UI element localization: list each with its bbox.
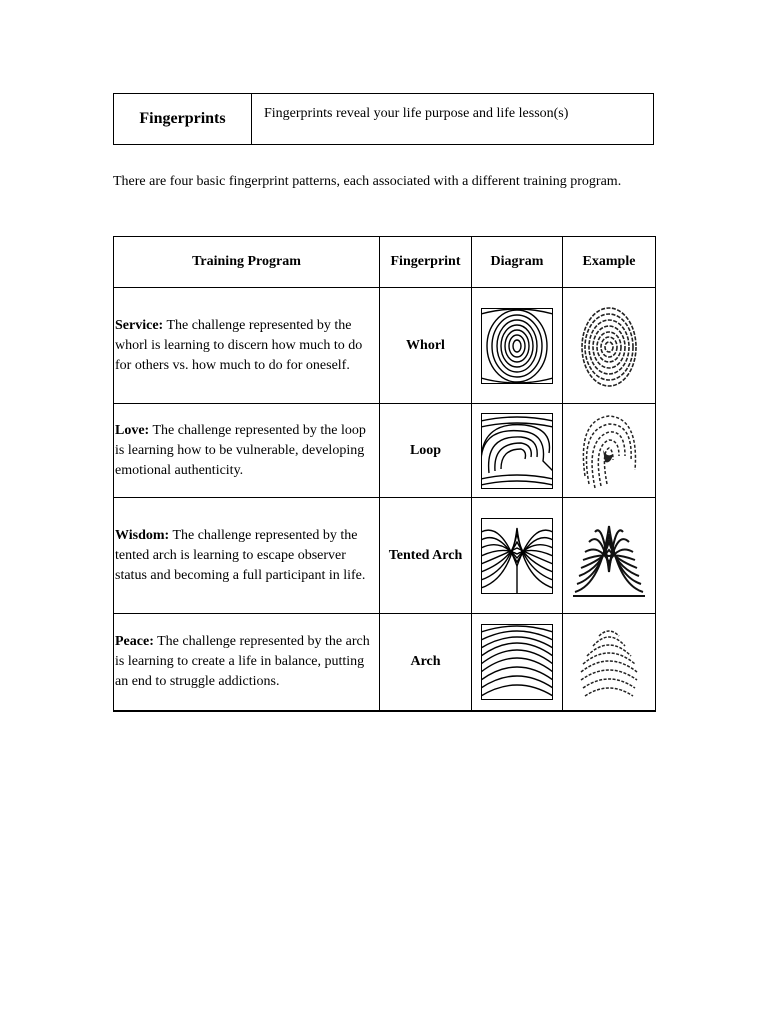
tented-arch-diagram-icon <box>481 518 553 594</box>
program-name: Wisdom: <box>115 527 170 543</box>
intro-paragraph: There are four basic fingerprint patterns, each associated with a different training program. <box>113 174 622 189</box>
loop-diagram-icon <box>481 413 553 489</box>
whorl-example-icon <box>581 305 637 387</box>
fingerprint-name: Tented Arch <box>380 498 472 614</box>
table-row <box>114 404 656 498</box>
page-title: Fingerprints <box>114 94 252 144</box>
fingerprint-name: Arch <box>380 614 472 711</box>
table-row <box>114 614 656 711</box>
program-cell <box>114 498 380 614</box>
header-training-program: Training Program <box>114 237 380 288</box>
table-row <box>114 288 656 404</box>
program-cell <box>114 288 380 404</box>
loop-example-icon <box>581 410 637 492</box>
diagram-cell <box>472 498 563 614</box>
header-example: Example <box>563 237 656 288</box>
example-cell <box>563 614 656 711</box>
diagram-cell <box>472 288 563 404</box>
program-name: Peace: <box>115 633 154 649</box>
example-cell <box>563 498 656 614</box>
program-description: The challenge represented by the arch is learning to create a life in balance, putting an end to struggle addictions. <box>115 633 370 689</box>
arch-diagram-icon <box>481 624 553 700</box>
program-name: Service: <box>115 317 164 333</box>
fingerprint-table <box>113 236 656 712</box>
diagram-cell <box>472 614 563 711</box>
program-description: The challenge represented by the whorl is learning to discern how much to do for others vs. how much to do for oneself. <box>115 317 363 373</box>
fingerprint-name: Loop <box>380 404 472 498</box>
table-row <box>114 498 656 614</box>
program-cell <box>114 614 380 711</box>
program-cell <box>114 404 380 498</box>
table-header-row <box>114 237 656 288</box>
page-description: Fingerprints reveal your life purpose and life lesson(s) <box>264 106 569 121</box>
diagram-cell <box>472 404 563 498</box>
header-fingerprint: Fingerprint <box>380 237 472 288</box>
program-name: Love: <box>115 422 150 438</box>
example-cell <box>563 404 656 498</box>
program-description: The challenge represented by the loop is learning how to be vulnerable, developing emotional authenticity. <box>115 422 366 478</box>
tented-arch-example-icon <box>571 514 647 598</box>
header-diagram: Diagram <box>472 237 563 288</box>
program-description: The challenge represented by the tented arch is learning to escape observer status and becoming a full participant in life. <box>115 527 366 583</box>
header-box <box>113 93 654 145</box>
arch-example-icon <box>579 622 639 702</box>
example-cell <box>563 288 656 404</box>
fingerprint-name: Whorl <box>380 288 472 404</box>
whorl-diagram-icon <box>481 308 553 384</box>
